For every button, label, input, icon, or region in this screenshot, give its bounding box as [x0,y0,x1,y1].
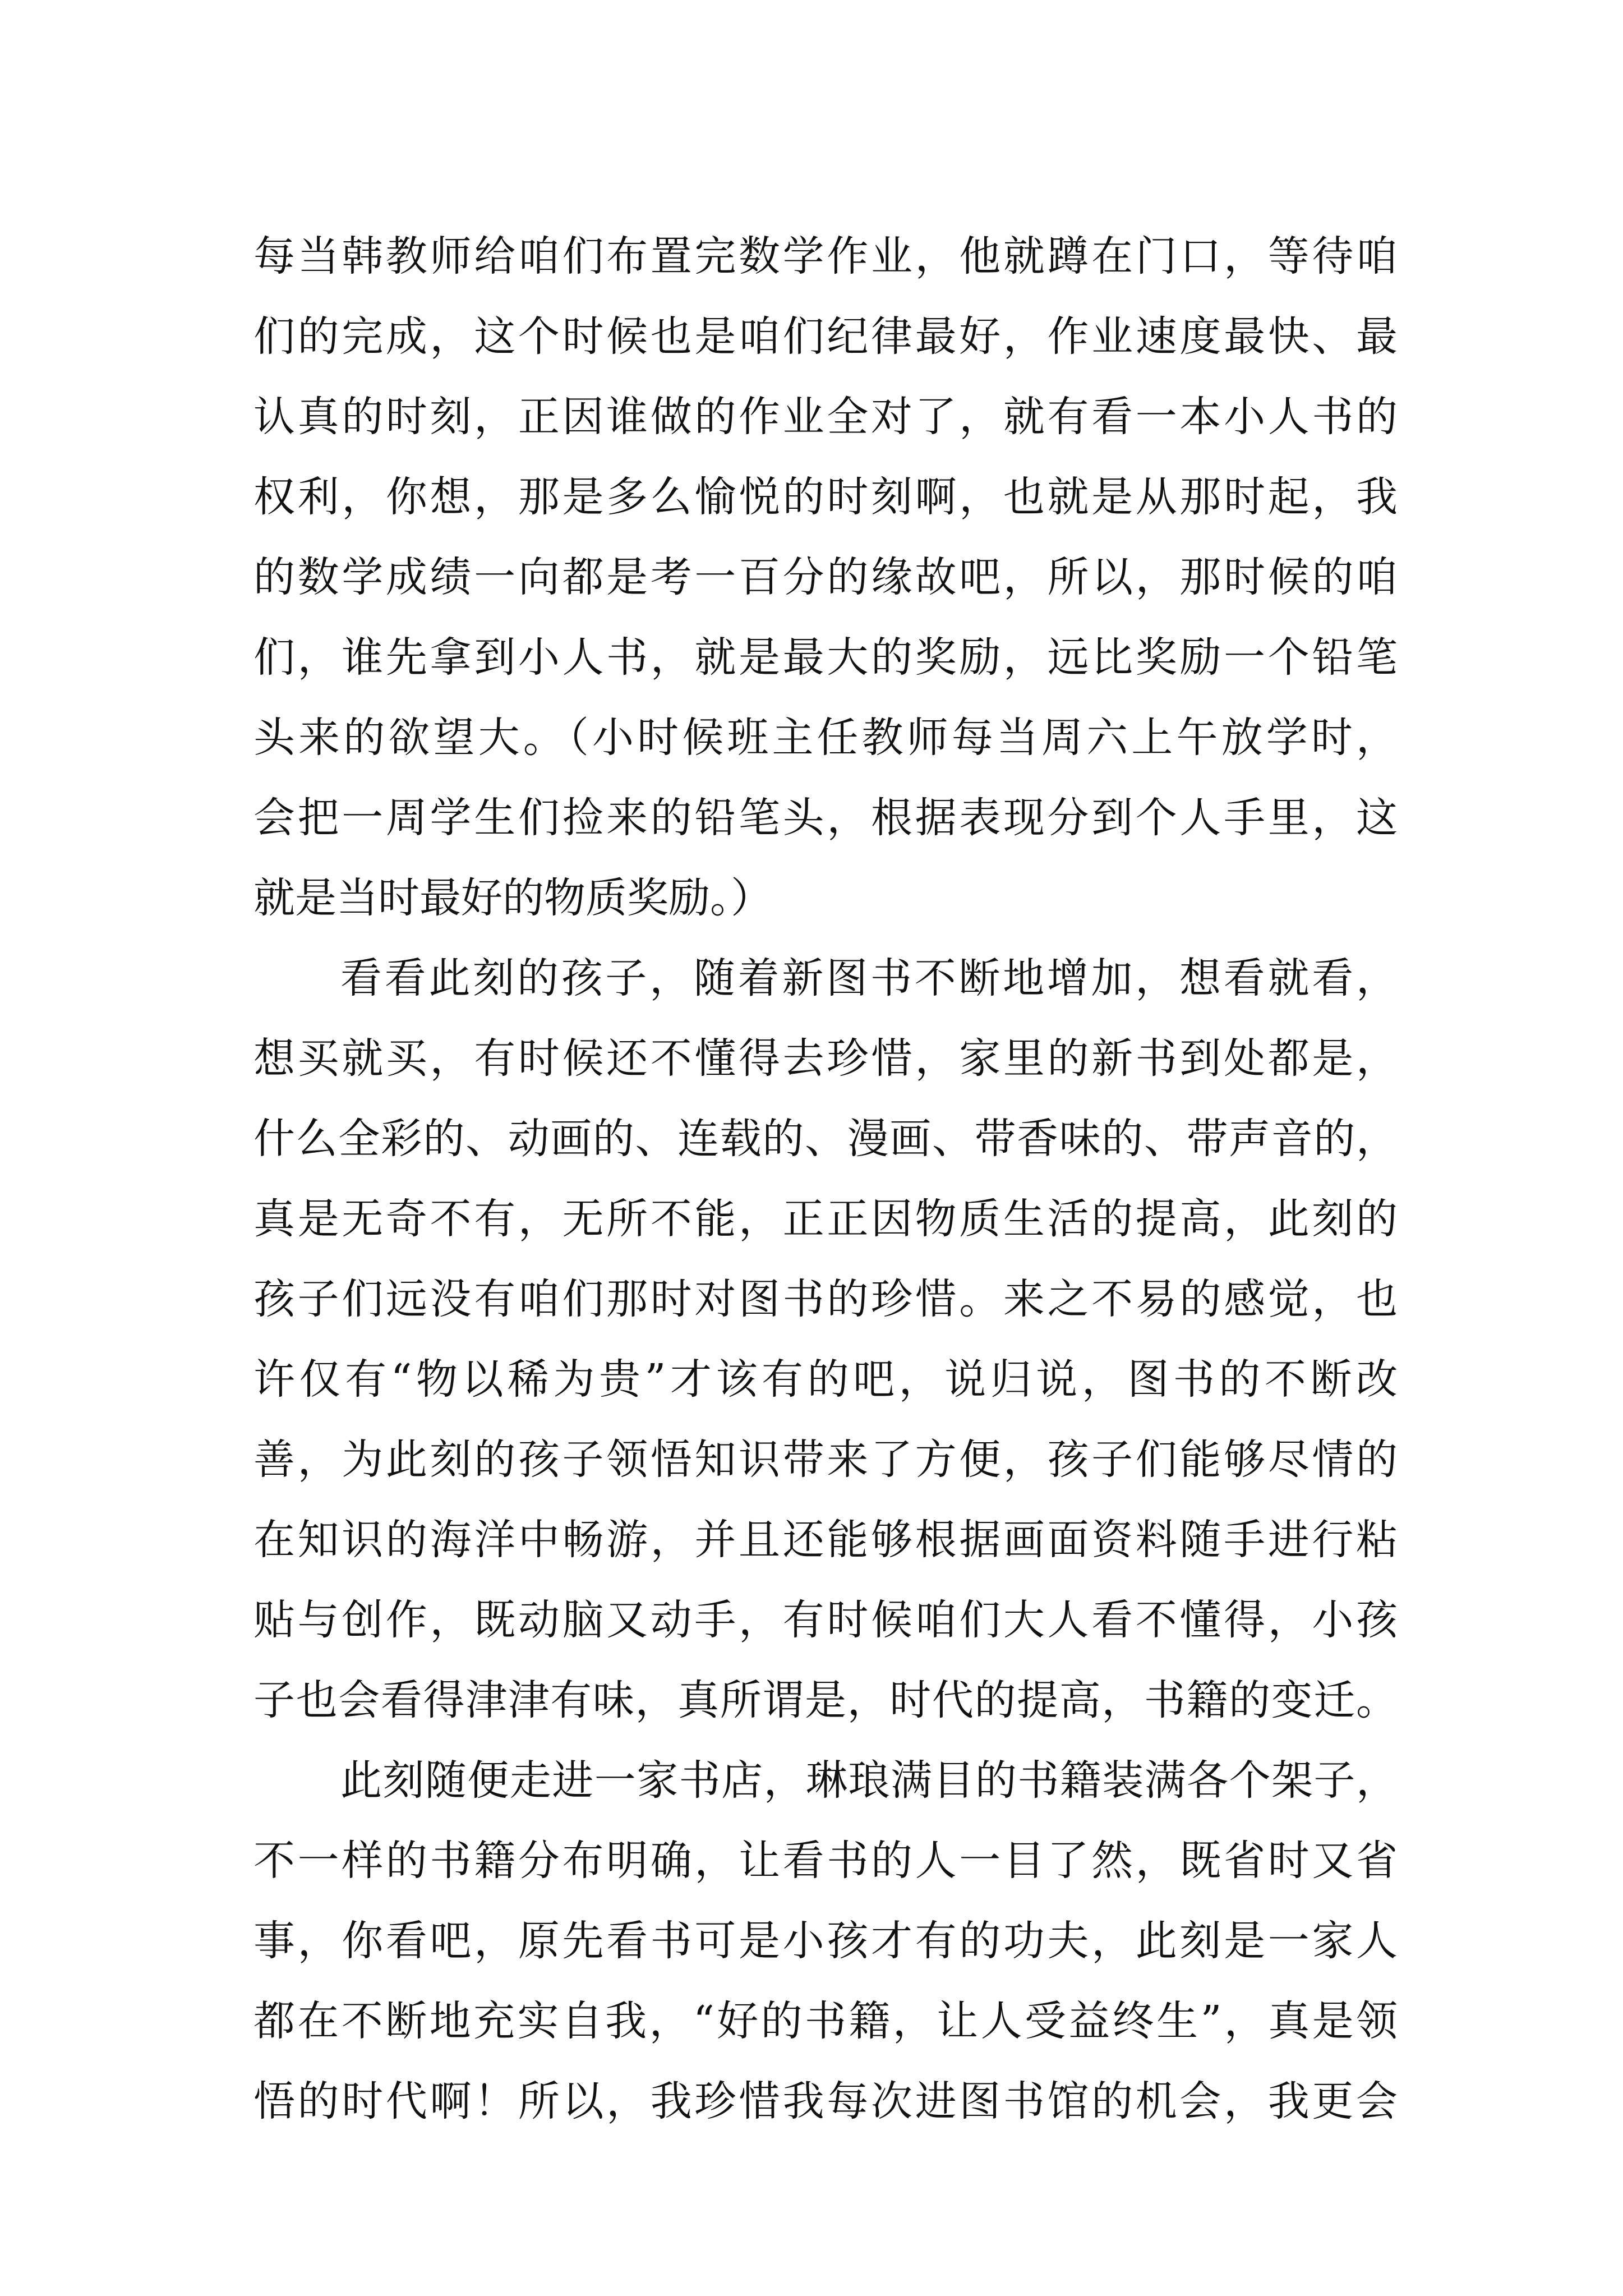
text-line: 都在不断地充实自我，“好的书籍，让人受益终生”，真是领 [253,1997,1398,2045]
text-line: 不一样的书籍分布明确，让看书的人一目了然，既省时又省 [253,1837,1398,1885]
text-line: 善，为此刻的孩子领悟知识带来了方便，孩子们能够尽情的 [253,1435,1398,1484]
text-line: 什么全彩的、动画的、连载的、漫画、带香味的、带声音的， [253,1115,1398,1163]
paragraph-first-line: 此刻随便走进一家书店，琳琅满目的书籍装满各个架子， [340,1756,1398,1805]
text-line: 每当韩教师给咱们布置完数学作业，他就蹲在门口，等待咱 [253,232,1398,280]
text-line: 权利，你想，那是多么愉悦的时刻啊，也就是从那时起，我 [253,473,1398,521]
text-line: 悟的时代啊！所以，我珍惜我每次进图书馆的机会，我更会 [253,2077,1398,2125]
text-line: 的数学成绩一向都是考一百分的缘故吧，所以，那时候的咱 [253,553,1398,601]
text-line: 们，谁先拿到小人书，就是最大的奖励，远比奖励一个铅笔 [253,633,1398,682]
text-line: 真是无奇不有，无所不能，正正因物质生活的提高，此刻的 [253,1195,1398,1243]
text-line: 认真的时刻，正因谁做的作业全对了，就有看一本小人书的 [253,393,1398,441]
text-line: 孩子们远没有咱们那时对图书的珍惜。来之不易的感觉，也 [253,1275,1398,1323]
text-line: 许仅有“物以稀为贵”才该有的吧，说归说，图书的不断改 [253,1355,1398,1404]
text-line: 子也会看得津津有味，真所谓是，时代的提高，书籍的变迁。 [253,1676,1398,1724]
text-line: 们的完成，这个时候也是咱们纪律最好，作业速度最快、最 [253,312,1398,361]
paragraph-first-line: 看看此刻的孩子，随着新图书不断地增加，想看就看， [340,954,1398,1002]
text-line: 想买就买，有时候还不懂得去珍惜，家里的新书到处都是， [253,1034,1398,1083]
text-line: 会把一周学生们捡来的铅笔头，根据表现分到个人手里，这 [253,794,1398,842]
text-line: 头来的欲望大。（小时候班主任教师每当周六上午放学时， [253,714,1398,762]
text-line: 就是当时最好的物质奖励。） [253,874,772,922]
body-text [253,217,1398,2142]
text-line: 事，你看吧，原先看书可是小孩才有的功夫，此刻是一家人 [253,1917,1398,1965]
text-line: 贴与创作，既动脑又动手，有时候咱们大人看不懂得，小孩 [253,1596,1398,1644]
text-line: 在知识的海洋中畅游，并且还能够根据画面资料随手进行粘 [253,1516,1398,1564]
